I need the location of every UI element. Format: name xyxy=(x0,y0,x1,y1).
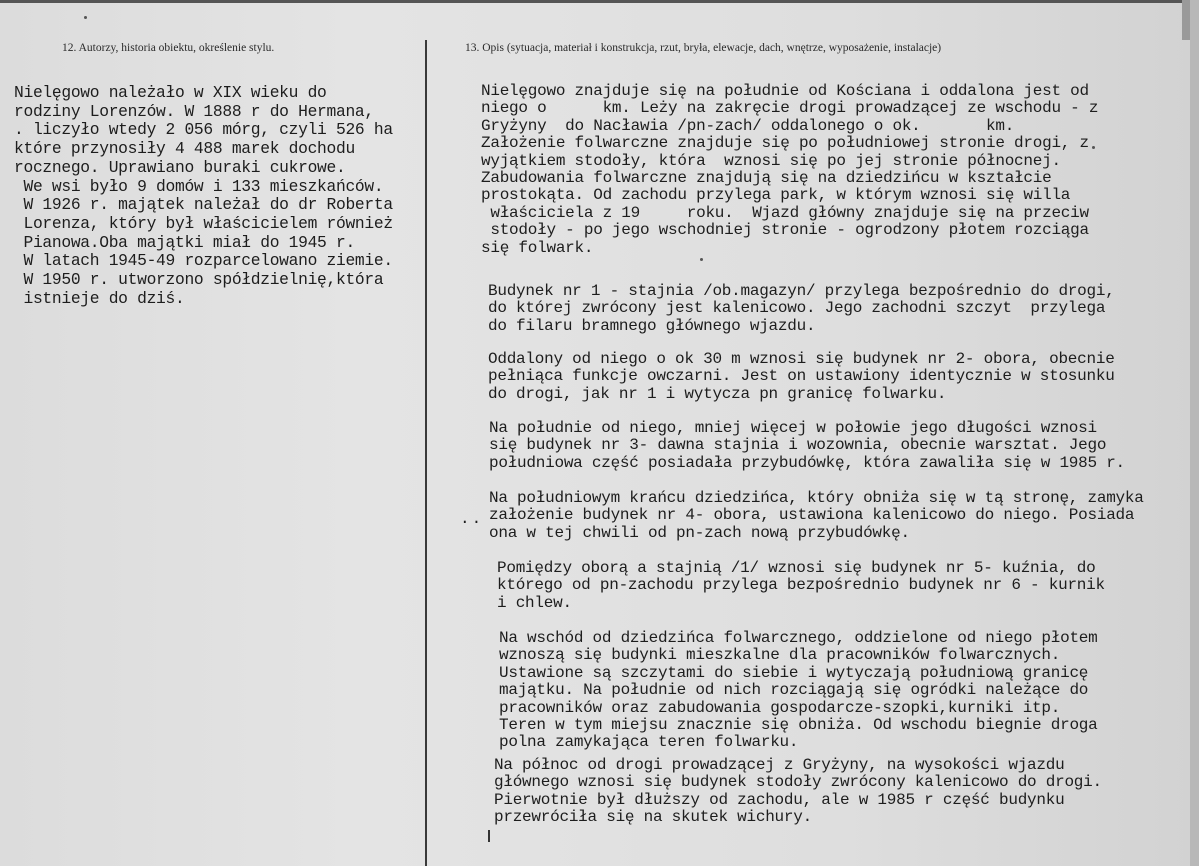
description-paragraph-building-3 xyxy=(489,420,1199,472)
description-line: właściciela z 19 roku. Wjazd główny znajduje się na przeciw xyxy=(481,203,1089,222)
description-line: pełniąca funkcje owczarni. Jest on ustawiony identycznie w stosunku xyxy=(488,367,1115,386)
description-line: ona w tej chwili od pn-zach nową przybudówkę. xyxy=(489,523,910,542)
description-paragraph-building-4 xyxy=(489,490,1199,542)
scan-speck xyxy=(84,16,87,19)
description-paragraph-location xyxy=(481,83,1199,257)
scan-speck xyxy=(700,258,703,261)
history-line: Nielęgowo należało w XIX wieku do xyxy=(14,83,327,102)
description-line: Pomiędzy oborą a stajnią /1/ wznosi się budynek nr 5- kuźnia, do xyxy=(497,559,1096,577)
description-line: Na wschód od dziedzińca folwarcznego, oddzielone od niego płotem xyxy=(499,629,1098,647)
description-paragraph-barn xyxy=(494,757,1199,827)
section-13-header: 13. Opis (sytuacja, materiał i konstrukcja, rzut, bryła, elewacje, dach, wnętrze, wyposażenie, instalacje) xyxy=(465,42,942,54)
description-line: prostokąta. Od zachodu przylega park, w którym wznosi się willa xyxy=(481,186,1071,205)
description-line: się folwark. xyxy=(481,238,594,257)
description-line: Nielęgowo znajduje się na południe od Kościana i oddalona jest od xyxy=(481,82,1089,100)
history-line: istnieje do dziś. xyxy=(14,288,185,308)
description-line: Na południe od niego, mniej więcej w połowie jego długości wznosi xyxy=(489,419,1097,437)
top-border xyxy=(0,0,1199,3)
history-text-column xyxy=(14,84,418,308)
description-paragraph-buildings-5-6 xyxy=(497,560,1199,612)
description-line: polna zamykająca teren folwarku. xyxy=(499,733,799,752)
description-line: wyjątkiem stodoły, która wznosi się po jej stronie północnej. xyxy=(481,151,1061,170)
description-line: pracowników oraz zabudowania gospodarcze-szopki,kurniki itp. xyxy=(499,698,1061,717)
description-line: Oddalony od niego o ok 30 m wznosi się budynek nr 2- obora, obecnie xyxy=(488,350,1115,368)
description-line: Na południowym krańcu dziedzińca, który obniża się w tą stronę, zamyka xyxy=(489,489,1144,507)
description-line: Zabudowania folwarczne znajdują się na dziedzińcu w kształcie xyxy=(481,169,1052,188)
description-line: południowa część posiadała przybudówkę, która zawaliła się w 1985 r. xyxy=(489,453,1125,472)
section-12-header: 12. Autorzy, historia obiektu, określenie stylu. xyxy=(62,42,275,54)
scan-speck xyxy=(1092,146,1095,149)
description-line: Budynek nr 1 - stajnia /ob.magazyn/ przylega bezpośrednio do drogi, xyxy=(488,282,1115,300)
description-line: Gryżyny do Nacławia /pn-zach/ oddalonego o ok. km. xyxy=(481,116,1015,135)
history-line: rodziny Lorenzów. W 1888 r do Hermana, xyxy=(14,101,374,121)
history-line: W 1926 r. majątek należał do dr Roberta xyxy=(14,195,393,215)
history-line: . liczyło wtedy 2 056 mórg, czyli 526 ha xyxy=(14,120,393,140)
description-line: Teren w tym miejsu znacznie się obniża. Od wschodu biegnie droga xyxy=(499,716,1098,735)
description-line: do której zwrócony jest kalenicowo. Jego zachodni szczyt przylega xyxy=(488,299,1106,318)
history-line: Lorenza, który był właścicielem również xyxy=(14,213,393,233)
scan-dots: .. xyxy=(460,510,484,528)
description-line: do drogi, jak nr 1 i wytycza pn granicę folwarku. xyxy=(488,384,947,403)
description-line: założenie budynek nr 4- obora, ustawiona kalenicowo do niego. Posiada xyxy=(489,506,1135,525)
description-line: niego o km. Leży na zakręcie drogi prowadzącej ze wschodu - z xyxy=(481,99,1099,118)
description-line: do filaru bramnego głównego wjazdu. xyxy=(488,316,816,335)
description-paragraph-building-1 xyxy=(488,283,1199,335)
description-paragraph-housing xyxy=(499,630,1199,752)
history-line: Pianowa.Oba majątki miał do 1945 r. xyxy=(14,232,355,252)
history-line: W 1950 r. utworzono spółdzielnię,która xyxy=(14,270,384,290)
history-line: W latach 1945-49 rozparcelowano ziemie. xyxy=(14,251,393,271)
description-line: majątku. Na południe od nich rozciągają się ogródki należące do xyxy=(499,681,1089,700)
description-line: głównego wznosi się budynek stodoły zwrócony kalenicowo do drogi. xyxy=(494,773,1102,792)
description-line: Ustawione są szczytami do siebie i wytyczają południową granicę xyxy=(499,663,1089,682)
description-line: Na północ od drogi prowadzącej z Gryżyny, na wysokości wjazdu xyxy=(494,756,1065,774)
history-line: które przynosiły 4 488 marek dochodu xyxy=(14,139,355,159)
description-line: się budynek nr 3- dawna stajnia i wozownia, obecnie warsztat. Jego xyxy=(489,436,1107,455)
column-divider xyxy=(425,40,427,866)
description-line: którego od pn-zachodu przylega bezpośrednio budynek nr 6 - kurnik xyxy=(497,576,1105,595)
description-line: i chlew. xyxy=(497,593,572,612)
history-line: rocznego. Uprawiano buraki cukrowe. xyxy=(14,157,346,177)
history-line: We wsi było 9 domów i 133 mieszkańców. xyxy=(14,176,384,196)
description-line: przewróciła się na skutek wichury. xyxy=(494,808,812,827)
pen-mark xyxy=(488,830,490,842)
description-line: stodoły - po jego wschodniej stronie - ogrodzony płotem rozciąga xyxy=(481,221,1089,240)
description-line: wznoszą się budynki mieszkalne dla pracowników folwarcznych. xyxy=(499,646,1061,665)
description-paragraph-building-2 xyxy=(488,351,1199,403)
description-line: Pierwotnie był dłuższy od zachodu, ale w 1985 r część budynku xyxy=(494,790,1065,809)
description-line: Założenie folwarczne znajduje się po południowej stronie drogi, z xyxy=(481,134,1089,153)
